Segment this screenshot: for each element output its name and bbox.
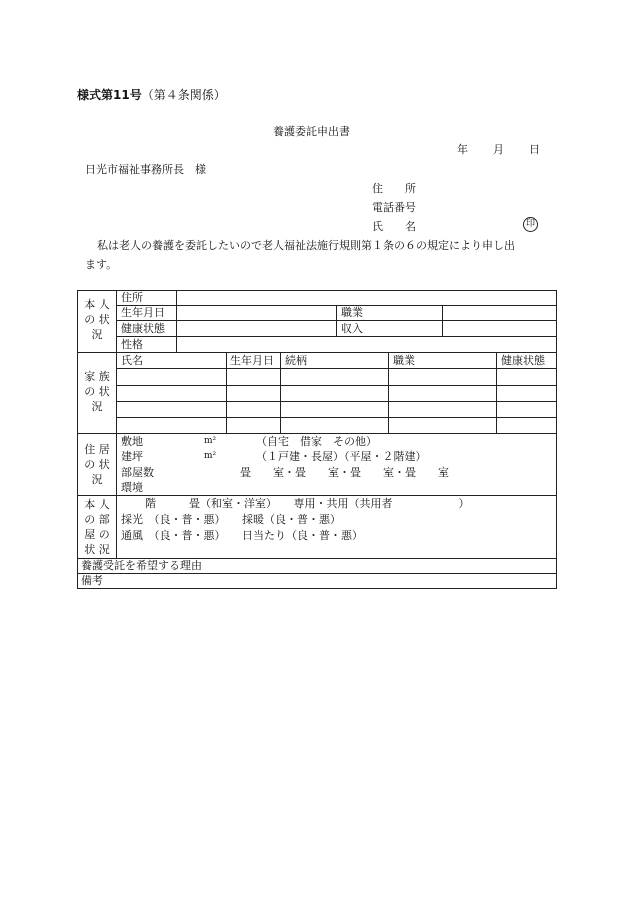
person-address-label: 住所	[121, 291, 143, 304]
housing-site-unit: m²	[204, 436, 217, 446]
applicant-name-label: 氏 名	[372, 220, 416, 233]
person-label-3: 況	[91, 328, 103, 341]
person-health-label: 健康状態	[121, 322, 165, 335]
family-label-2: の 状	[84, 385, 110, 398]
housing-section-label	[78, 442, 116, 487]
family-header-health: 健康状態	[501, 354, 545, 367]
housing-site-options: （自宅 借家 その他）	[256, 435, 377, 448]
room-label-4: 状 況	[84, 543, 110, 556]
person-label-1: 本 人	[84, 298, 110, 311]
room-lighting: 採光 （良・普・悪） 採暖（良・普・悪）	[121, 513, 341, 526]
addressee: 日光市福祉事務所長 様	[85, 163, 206, 176]
form-reference: （第４条関係）	[141, 88, 226, 102]
seal-mark: 印	[523, 217, 538, 232]
housing-environment-label: 環境	[121, 481, 143, 494]
person-label-2: の 状	[84, 313, 110, 326]
person-birthdate-label: 生年月日	[121, 306, 165, 319]
housing-rooms-label: 部屋数	[121, 466, 154, 479]
reason-label: 養護受託を希望する理由	[81, 559, 202, 572]
document-title: 養護委託申出書	[273, 125, 350, 138]
remarks-label: 備考	[81, 574, 103, 587]
person-character-label: 性格	[121, 338, 143, 351]
family-header-birthdate: 生年月日	[230, 354, 274, 367]
person-occupation-label: 職業	[341, 306, 363, 319]
housing-floor-options: （１戸建・長屋）（平屋・２階建）	[256, 450, 427, 463]
housing-label-2: の 状	[84, 458, 110, 471]
form-number-label: 様式第11号	[77, 88, 142, 102]
statement-line-2: ます。	[85, 258, 118, 271]
applicant-phone-label: 電話番号	[372, 201, 416, 214]
statement-line-1: 私は老人の養護を委託したいので老人福祉法施行規則第１条の６の規定により申し出	[97, 239, 515, 252]
date-month: 月	[493, 143, 504, 156]
room-label-2: の 部	[84, 513, 110, 526]
applicant-address-label: 住 所	[372, 182, 416, 195]
housing-label-3: 況	[91, 473, 103, 486]
date-day: 日	[529, 143, 540, 156]
room-label-1: 本 人	[84, 498, 110, 511]
room-ventilation: 通風 （良・普・悪） 日当たり（良・普・悪）	[121, 529, 363, 542]
housing-floor-unit: m²	[204, 451, 217, 461]
room-section-label	[78, 497, 116, 557]
family-section-label	[78, 369, 116, 414]
person-income-label: 収入	[341, 322, 363, 335]
family-label-3: 況	[91, 400, 103, 413]
housing-rooms-detail: 畳 室・畳 室・畳 室・畳 室	[240, 466, 449, 479]
family-header-name: 氏名	[121, 354, 143, 367]
room-floor-detail: 階 畳（和室・洋室） 専用・共用（共用者 ）	[145, 497, 470, 510]
family-header-relation: 続柄	[285, 354, 307, 367]
housing-floor-label: 建坪	[121, 450, 143, 463]
form-number	[77, 86, 226, 103]
room-label-3: 屋 の	[84, 528, 110, 541]
housing-label-1: 住 居	[84, 443, 110, 456]
date-year: 年	[457, 143, 468, 156]
housing-site-label: 敷地	[121, 435, 143, 448]
person-section-label	[78, 297, 116, 342]
family-header-occupation: 職業	[393, 354, 415, 367]
family-label-1: 家 族	[84, 370, 110, 383]
